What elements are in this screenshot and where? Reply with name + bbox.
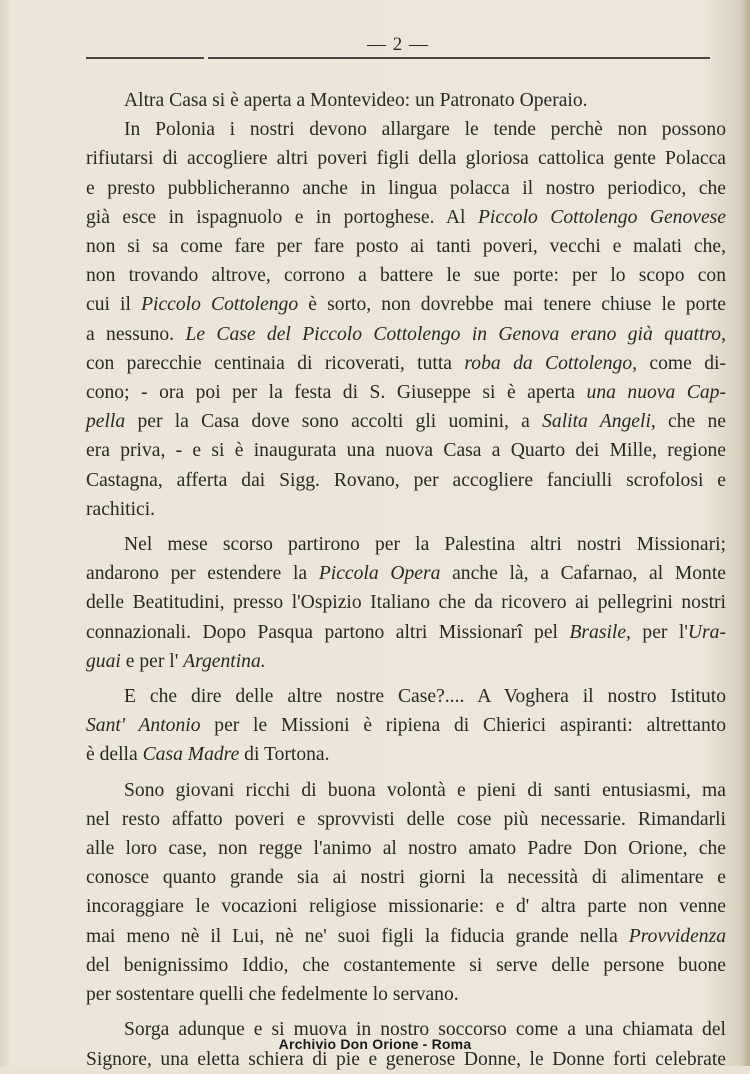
text-line	[86, 436, 726, 465]
text-segment: per l'	[630, 621, 688, 643]
text-segment: Sono giovani ricchi di buona volontà e pieni di santi entusiasmi, ma	[124, 779, 726, 801]
italic-segment: Piccolo Cottolengo	[141, 294, 299, 316]
italic-segment: roba da Cottolengo,	[464, 352, 638, 374]
text-segment: alle loro case, non regge l'animo al nostro amato Padre Don Orione, che	[86, 838, 726, 860]
text-line	[86, 349, 726, 378]
text-segment: In Polonia i nostri devono allargare le tende perchè non possono	[124, 119, 726, 141]
italic-segment: pella	[86, 411, 126, 433]
text-line	[86, 320, 726, 349]
text-segment: mai meno nè il Lui, nè ne' suoi figli la fiducia grande nella	[86, 925, 629, 947]
text-line	[86, 647, 726, 676]
text-line	[86, 495, 726, 524]
text-line	[86, 290, 726, 319]
text-line	[86, 144, 726, 173]
text-segment: non si sa come fare per fare posto ai tanti poveri, vecchi e malati che,	[86, 236, 726, 258]
text-line	[86, 203, 726, 232]
text-segment: Signore, una eletta schiera di pie e generose Donne, le Donne forti celebrate	[86, 1048, 726, 1070]
text-line	[86, 682, 726, 711]
header-rule-right	[208, 57, 710, 59]
text-line	[86, 466, 726, 495]
text-line	[86, 834, 726, 863]
text-line	[86, 86, 726, 115]
text-line	[86, 922, 726, 951]
text-line	[86, 711, 726, 740]
archive-footer: Archivio Don Orione - Roma	[278, 1036, 472, 1052]
header-rule-left	[86, 57, 204, 59]
page-number: — 2 —	[367, 34, 429, 55]
italic-segment: Provvidenza	[628, 925, 726, 947]
text-segment: cui il	[86, 294, 142, 316]
text-segment: connazionali. Dopo Pasqua partono altri Missionarî pel	[86, 621, 570, 643]
article-body	[86, 86, 726, 1074]
text-segment: rifiutarsi di accogliere altri poveri figli della gloriosa cattolica gente Polacca	[86, 148, 726, 170]
text-segment: E che dire delle altre nostre Case?.... A Voghera il nostro Istituto	[124, 686, 726, 708]
text-line	[86, 174, 726, 203]
text-segment: del benignissimo Iddio, che costantemente si serve delle persone buone	[86, 954, 726, 976]
text-segment: per la Casa dove sono accolti gli uomini, a	[125, 411, 543, 433]
italic-segment: Piccolo Cottolengo Genovese	[477, 206, 726, 228]
text-line	[86, 588, 726, 617]
text-segment: andarono per estendere la	[86, 563, 319, 585]
text-segment: cono; - ora poi per la festa di S. Giuseppe si è aperta	[86, 382, 587, 404]
text-segment: di Tortona.	[239, 744, 330, 766]
text-line	[86, 232, 726, 261]
italic-segment: Sant' Antonio	[86, 715, 201, 737]
text-line	[86, 407, 726, 436]
italic-segment: Argentina.	[183, 650, 266, 672]
text-line	[86, 740, 726, 769]
text-segment: già esce in ispagnuolo e in portoghese. Al	[86, 206, 478, 228]
text-line	[86, 892, 726, 921]
text-segment: delle Beatitudini, presso l'Ospizio Italiano che da ricovero ai pellegrini nostri	[86, 592, 726, 614]
text-line	[86, 951, 726, 980]
page-header	[86, 30, 710, 62]
text-segment: non trovando altrove, corrono a battere le sue porte: per lo scopo con	[86, 265, 726, 287]
text-segment: anche là, a Cafarnao, al Monte	[440, 563, 726, 585]
text-segment: con parecchie centinaia di ricoverati, tutta	[86, 352, 465, 374]
italic-segment: Brasile,	[569, 621, 631, 643]
text-line	[86, 115, 726, 144]
text-segment: che ne	[655, 411, 726, 433]
text-segment: e presto pubblicheranno anche in lingua polacca il nostro periodico, che	[86, 177, 726, 199]
text-segment: conosce quanto grande sia ai nostri giorni la necessità di alimentare e	[86, 867, 726, 889]
text-line	[86, 618, 726, 647]
text-segment: nel resto affatto poveri e sprovvisti delle cose più necessarie. Rimandarli	[86, 808, 726, 830]
italic-segment: Le Case del Piccolo Cottolengo in Genova erano già quattro,	[185, 323, 727, 345]
text-segment: come di-	[637, 352, 726, 374]
text-line	[86, 805, 726, 834]
text-segment: è sorto, non dovrebbe mai tenere chiuse le porte	[298, 294, 726, 316]
text-segment: Castagna, afferta dai Sigg. Rovano, per accogliere fanciulli scrofolosi e	[86, 469, 726, 491]
text-line	[86, 776, 726, 805]
text-segment: per le Missioni è ripiena di Chierici aspiranti: altrettanto	[200, 715, 726, 737]
text-segment: a nessuno.	[86, 323, 186, 345]
text-line	[86, 378, 726, 407]
italic-segment: Salita Angeli,	[542, 411, 656, 433]
text-line	[86, 261, 726, 290]
text-segment: incoraggiare le vocazioni religiose missionarie: e d' altra parte non venne	[86, 896, 726, 918]
text-line	[86, 863, 726, 892]
italic-segment: guai	[86, 650, 121, 672]
text-line	[86, 559, 726, 588]
italic-segment: Casa Madre	[142, 744, 240, 766]
text-segment: rachitici.	[86, 498, 156, 520]
italic-segment: una nuova Cap-	[586, 382, 726, 404]
text-segment: Sorga adunque e si muova in nostro soccorso come a una chiamata del	[124, 1019, 726, 1041]
italic-segment: Piccola Opera	[318, 563, 441, 585]
text-segment: Altra Casa si è aperta a Montevideo: un Patronato Operaio.	[124, 90, 588, 111]
text-segment: per sostentare quelli che fedelmente lo servano.	[86, 984, 459, 1006]
text-line	[86, 530, 726, 559]
text-line	[86, 980, 726, 1009]
text-segment: è della	[86, 744, 143, 766]
text-segment: e per l'	[120, 650, 184, 672]
text-segment: Nel mese scorso partirono per la Palestina altri nostri Missionari;	[124, 534, 726, 556]
italic-segment: Ura-	[687, 621, 726, 643]
text-segment: era priva, - e si è inaugurata una nuova Casa a Quarto dei Mille, regione	[86, 440, 726, 462]
